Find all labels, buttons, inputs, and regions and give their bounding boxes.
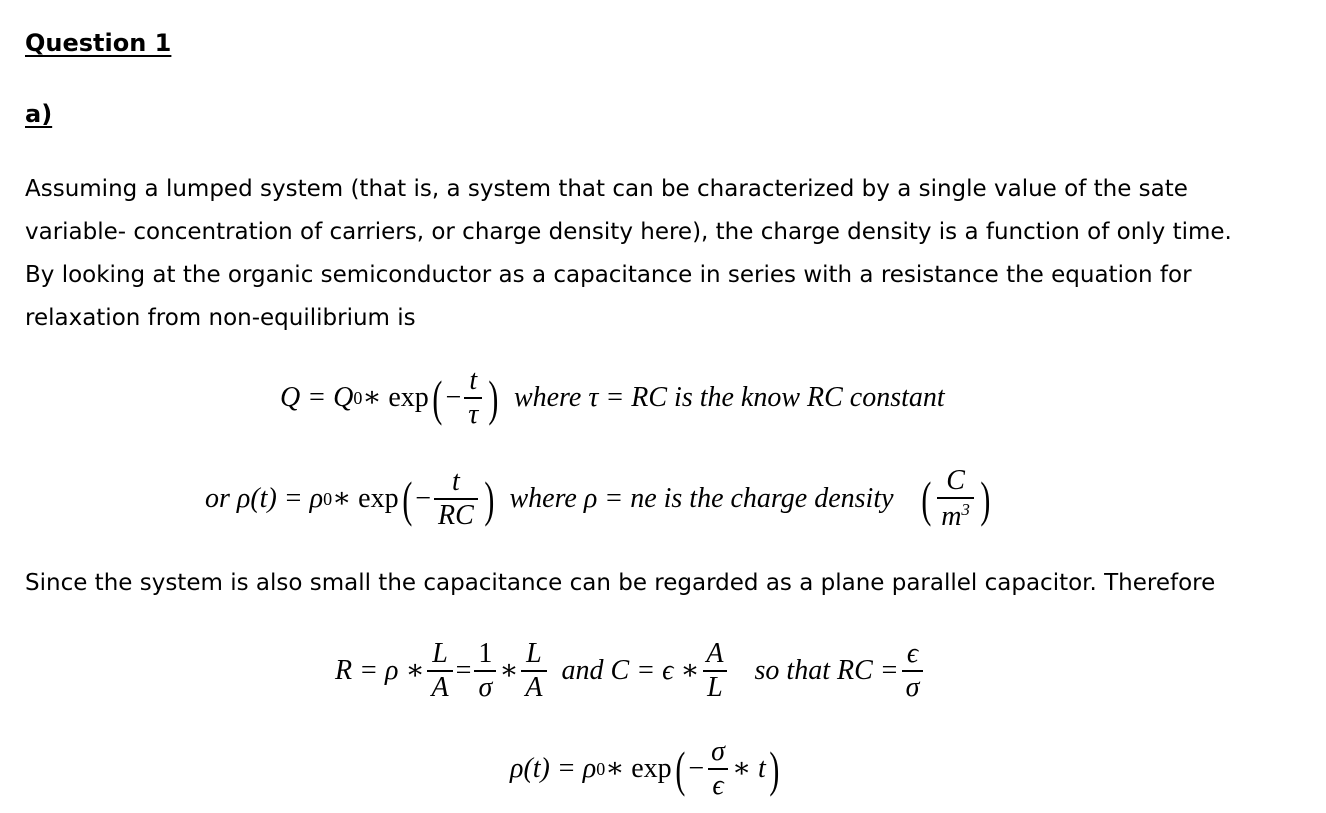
eq1-exp: ∗ exp — [362, 382, 429, 413]
eq3-mult: ∗ — [499, 655, 519, 686]
eq2-fraction: $\frac{t}{RC}$ — [434, 468, 478, 530]
eq1-subscript: 0 — [353, 388, 363, 408]
eq4-lhs: ρ(t) = ρ — [510, 753, 597, 784]
paragraph-line: relaxation from non-equilibrium is — [25, 305, 416, 331]
equation-rc — [335, 640, 926, 702]
capacitor-paragraph: Since the system is also small the capacitance can be regarded as a plane parallel capacitor. Therefore — [25, 570, 1216, 596]
eq3-so-that: so that RC = — [754, 655, 899, 686]
eq3-equals: = — [455, 655, 472, 686]
eq1-lhs: Q = Q — [280, 382, 354, 413]
eq1-description: where τ = RC is the know RC constant — [513, 382, 945, 413]
question-heading: Question 1 — [25, 29, 172, 57]
eq2-subscript: 0 — [323, 489, 333, 509]
eq4-tail: ∗ t — [731, 753, 766, 784]
eq3-fraction-l-over-a-2: $\frac{L}{A}$ — [521, 640, 546, 702]
eq2-exp: ∗ exp — [332, 483, 399, 514]
eq1-minus: − — [445, 382, 462, 413]
intro-paragraph — [25, 168, 1321, 340]
eq3-and-c: and C = ϵ ∗ — [561, 655, 700, 686]
eq4-subscript: 0 — [596, 759, 606, 779]
eq4-exp: ∗ exp — [605, 753, 672, 784]
equation-charge-density: or ρ(t) = ρ 0 ∗ exp ( − $\frac{t}{RC}$ ) where ρ = ne is the charge density ( $\frac{C}{m^3}$ ) — [205, 465, 991, 532]
part-heading: a) — [25, 100, 53, 128]
equation-final: ρ(t) = ρ 0 ∗ exp ( − $\frac{\sigma}{\epsilon}$ ∗ t ) — [510, 736, 780, 801]
paragraph-line: Assuming a lumped system (that is, a system that can be characterized by a single value of the sate — [25, 176, 1188, 202]
eq3-fraction-one-over-sigma: $\frac{1}{\sigma}$ — [474, 640, 496, 702]
eq3-fraction-eps-over-sigma: $\frac{\epsilon}{\sigma}$ — [902, 640, 924, 702]
eq3-lhs: R = ρ ∗ — [335, 655, 425, 686]
eq4-fraction: $\frac{\sigma}{\epsilon}$ — [707, 738, 729, 800]
eq3-fraction-a-over-l: $\frac{A}{L}$ — [702, 640, 727, 702]
paragraph-line: By looking at the organic semiconductor as a capacitance in series with a resistance the equation for — [25, 262, 1192, 288]
paragraph-line: variable- concentration of carriers, or charge density here), the charge density is a function of only time. — [25, 219, 1232, 245]
eq4-minus: − — [688, 753, 705, 784]
eq2-lhs: or ρ(t) = ρ — [205, 483, 324, 514]
equation-charge-decay: Q = Q 0 ∗ exp ( − $\frac{t}{\tau}$ ) where τ = RC is the know RC constant — [280, 365, 945, 430]
eq2-description: where ρ = ne is the charge density — [509, 483, 894, 514]
eq1-fraction: $\frac{t}{\tau}$ — [464, 367, 482, 429]
eq2-unit-fraction: $\frac{C}{m^3}$ — [937, 467, 974, 531]
eq3-fraction-l-over-a: $\frac{L}{A}$ — [427, 640, 452, 702]
eq2-minus: − — [415, 483, 432, 514]
